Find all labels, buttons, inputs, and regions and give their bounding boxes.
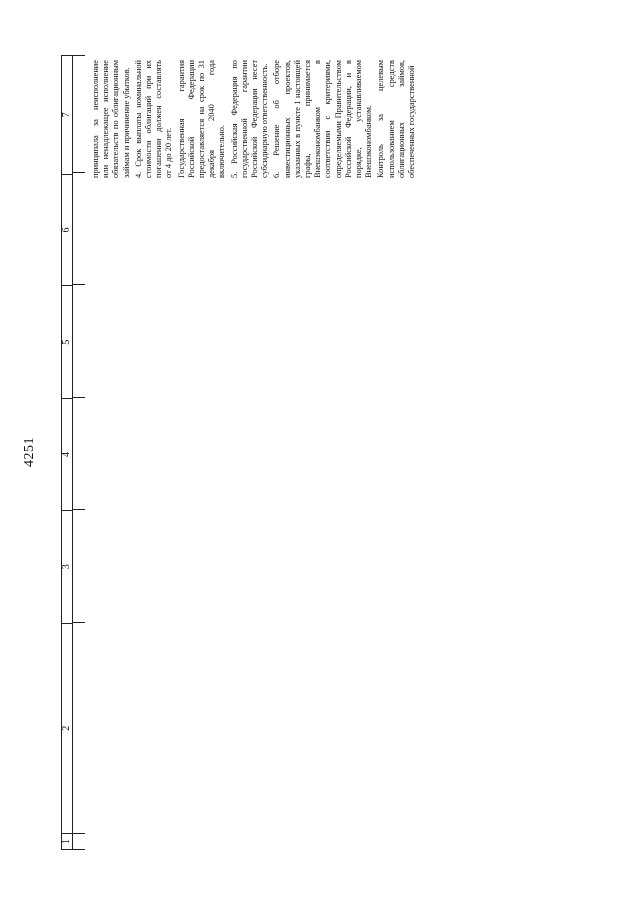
paragraph: 6. Решение об отборе инвестиционных проектов, указанных в пункте 1 настоящей графы, принимается Внешэкономбанком в соответствии с критериями, определяемыми Правительством Российской Федерации, и в порядке, устанавливаемом Внешэкономбанком. [272,60,374,178]
page-number: 4251 [22,437,37,467]
header-col-4: 4 [62,398,72,510]
header-col-3: 3 [62,510,72,623]
header-col-1: 1 [62,833,72,849]
rotated-table-page [61,55,566,850]
header-col-5: 5 [62,285,72,398]
paragraph: Контроль за целевым использованием средств облигационных займов, обеспеченных государственной [376,60,417,178]
table-header-row [61,55,73,850]
header-col-6: 6 [62,174,72,286]
column-divider [73,172,85,173]
header-col-2: 2 [62,623,72,833]
header-col-7: 7 [61,112,72,118]
column-divider [73,622,85,623]
column-divider [73,833,85,834]
column-divider [73,284,85,285]
paragraph: принципала за неисполнение или ненадлежащее исполнение обязательств по облигационным займам и причинение убытков. [91,60,131,178]
column-divider [73,55,85,56]
table [61,55,566,850]
paragraph: 5. Российская Федерация по государственной гарантии Российской Федерации несет субсидиарную ответственность. [229,60,270,178]
paragraph: 4. Срок выплаты номинальной стоимости облигаций при их погашении должен составлять от 4 до 20 лет. [133,60,174,178]
paragraph: Государственная гарантия Российской Федерации предоставляется на срок по 31 декабря 2040 года включительно. [176,60,227,178]
column-divider [73,509,85,510]
column-divider [73,397,85,398]
column-divider [73,849,85,850]
column-7-text [91,60,419,178]
